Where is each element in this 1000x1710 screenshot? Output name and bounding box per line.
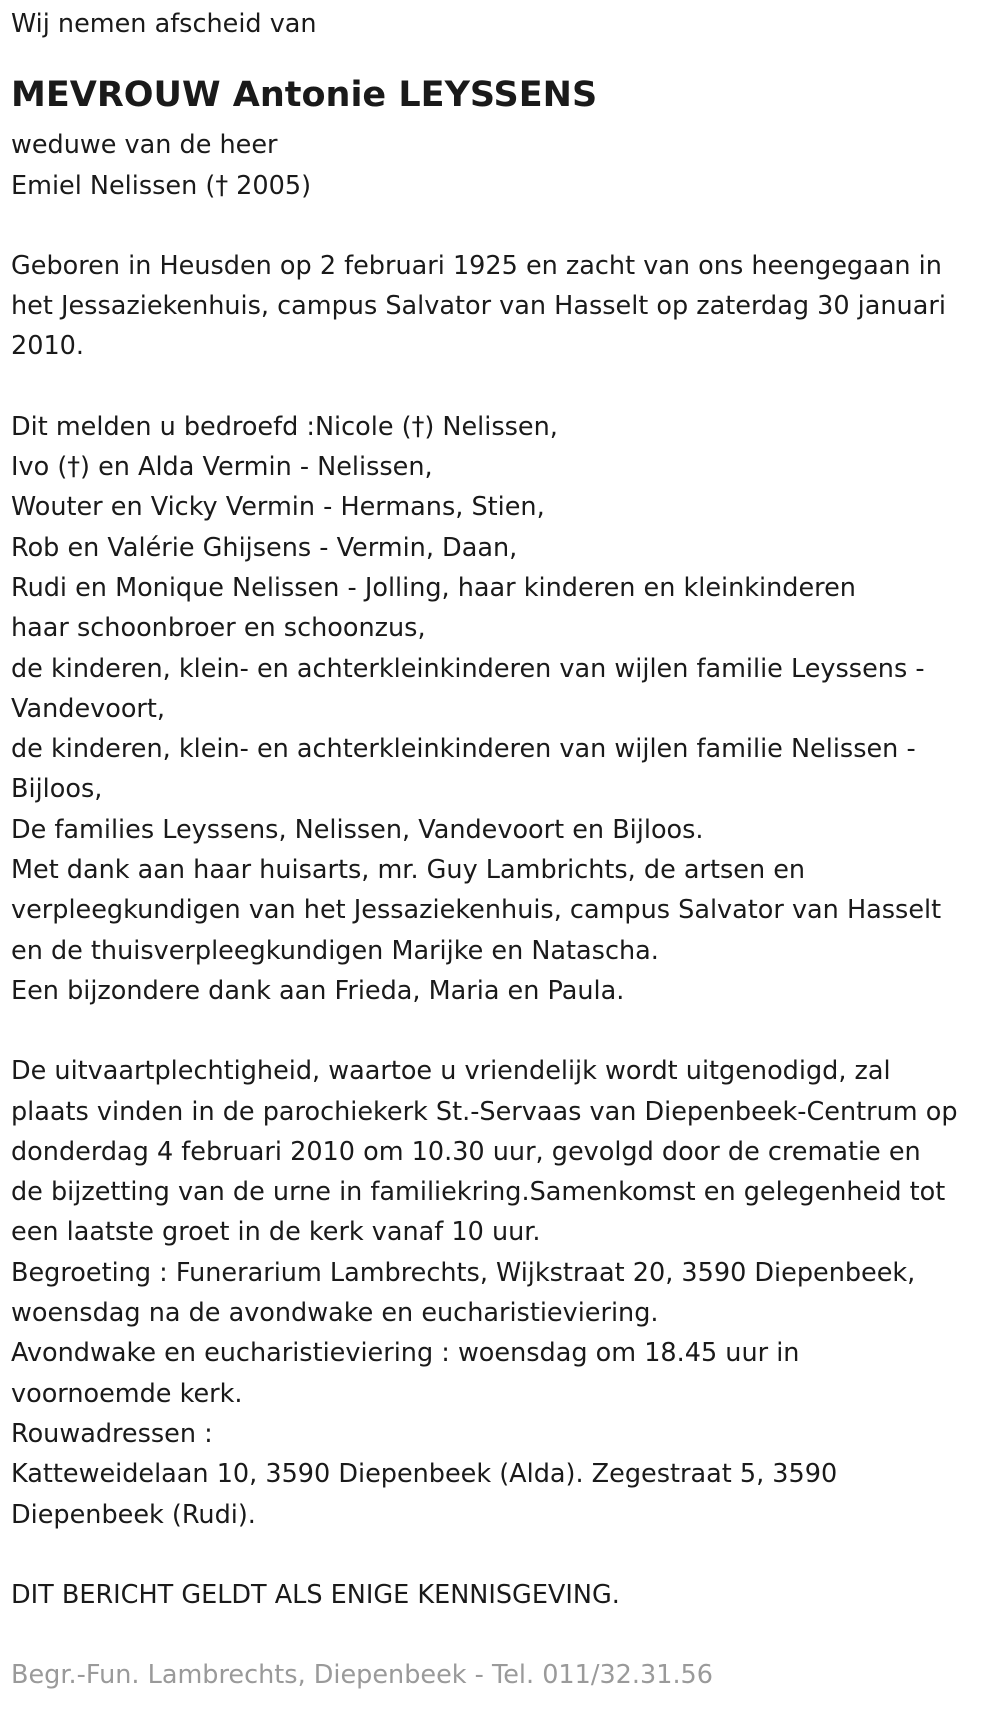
relation-line: Emiel Nelissen († 2005) [11,170,312,201]
family-line: Wouter en Vicky Vermin - Hermans, Stien, [11,492,545,523]
family-line: Rob en Valérie Ghijsens - Vermin, Daan, [11,532,518,563]
ceremony-line: Diepenbeek (Rudi). [11,1499,256,1530]
family-line: verpleegkundigen van het Jessaziekenhuis, campus Salvator van Hasselt [11,895,942,926]
ceremony-line: Avondwake en eucharistieviering : woensdag om 18.45 uur in [11,1338,800,1369]
ceremony-line: plaats vinden in de parochiekerk St.-Servaas van Diepenbeek-Centrum op [11,1096,958,1127]
family-line: de kinderen, klein- en achterkleinkinderen van wijlen familie Nelissen - [11,734,916,765]
ceremony-line: de bijzetting van de urne in familiekring.Samenkomst en gelegenheid tot [11,1177,946,1208]
family-line: Bijloos, [11,774,103,805]
relation-line: weduwe van de heer [11,130,278,161]
deceased-name: MEVROUW Antonie LEYSSENS [11,75,598,116]
family-line: Rudi en Monique Nelissen - Jolling, haar kinderen en kleinkinderen [11,572,856,603]
ceremony-line: Rouwadressen : [11,1418,213,1449]
family-line: haar schoonbroer en schoonzus, [11,613,426,644]
family-paragraph [11,407,990,1011]
ceremony-line: woensdag na de avondwake en eucharistieviering. [11,1298,659,1329]
birth-line: 2010. [11,331,85,362]
ceremony-line: donderdag 4 februari 2010 om 10.30 uur, gevolgd door de crematie en [11,1136,921,1167]
official-notice: DIT BERICHT GELDT ALS ENIGE KENNISGEVING. [11,1579,620,1610]
family-line: Met dank aan haar huisarts, mr. Guy Lambrichts, de artsen en [11,855,806,886]
ceremony-line: Begroeting : Funerarium Lambrechts, Wijkstraat 20, 3590 Diepenbeek, [11,1257,916,1288]
family-line: de kinderen, klein- en achterkleinkinderen van wijlen familie Leyssens - [11,653,925,684]
family-line: Ivo (†) en Alda Vermin - Nelissen, [11,452,433,483]
family-line: en de thuisverpleegkundigen Marijke en Natascha. [11,935,659,966]
intro-text: Wij nemen afscheid van [11,9,317,39]
ceremony-line: een laatste groet in de kerk vanaf 10 uur. [11,1217,541,1248]
funeral-home-footer: Begr.-Fun. Lambrechts, Diepenbeek - Tel. 011/32.31.56 [11,1660,714,1691]
family-line: Een bijzondere dank aan Frieda, Maria en Paula. [11,975,625,1006]
ceremony-line: Katteweidelaan 10, 3590 Diepenbeek (Alda). Zegestraat 5, 3590 [11,1459,838,1490]
ceremony-line: voornoemde kerk. [11,1378,243,1409]
birth-line: Geboren in Heusden op 2 februari 1925 en zacht van ons heengegaan in [11,250,942,281]
ceremony-line: De uitvaartplechtigheid, waartoe u vriendelijk wordt uitgenodigd, zal [11,1056,891,1087]
birth-paragraph [11,246,990,367]
family-line: De families Leyssens, Nelissen, Vandevoort en Bijloos. [11,814,704,845]
family-line: Dit melden u bedroefd :Nicole (†) Nelissen, [11,411,558,442]
birth-line: het Jessaziekenhuis, campus Salvator van Hasselt op zaterdag 30 januari [11,291,946,322]
ceremony-paragraph [11,1051,990,1535]
family-line: Vandevoort, [11,693,166,724]
